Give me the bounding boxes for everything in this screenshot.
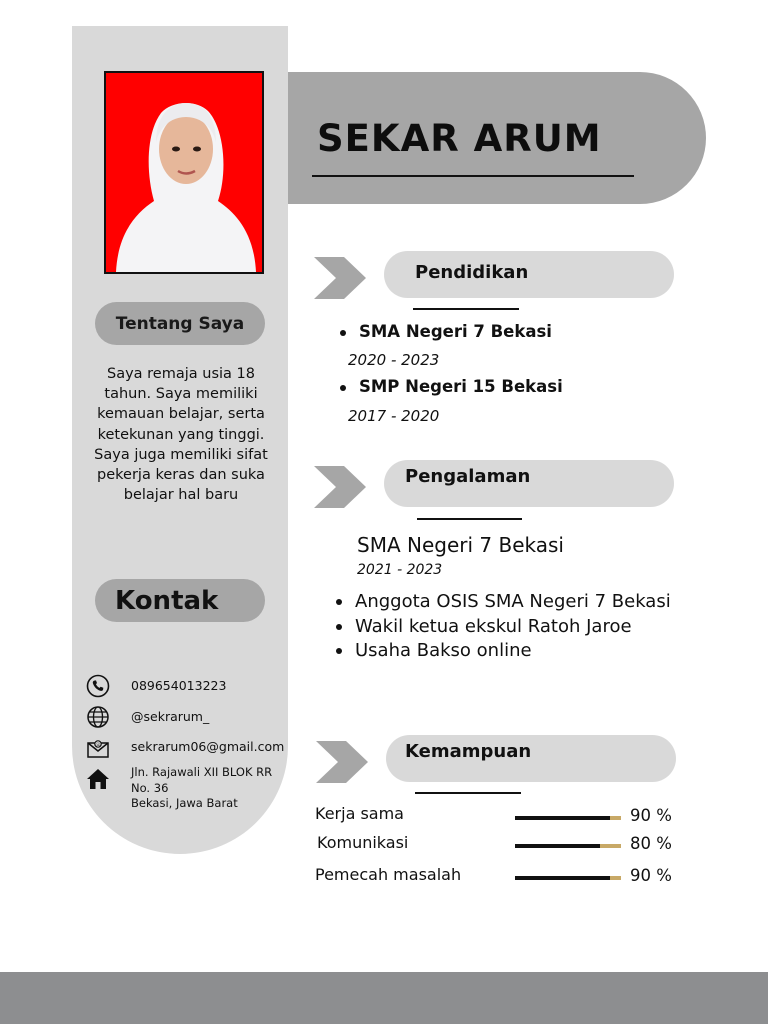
about-line: Saya juga memiliki sifat <box>94 446 268 463</box>
experience-item-text: Wakil ketua ekskul Ratoh Jaroe <box>355 616 632 637</box>
chevron-right-icon <box>314 257 366 299</box>
skill-percent: 90 % <box>630 806 672 825</box>
education-item <box>340 377 563 396</box>
experience-heading: Pengalaman <box>405 466 531 487</box>
svg-text:@: @ <box>95 742 101 748</box>
home-icon <box>86 767 110 791</box>
experience-item-text: Anggota OSIS SMA Negeri 7 Bekasi <box>355 591 671 612</box>
bullet <box>340 330 346 336</box>
about-line: kemauan belajar, serta <box>97 406 265 423</box>
education-heading: Pendidikan <box>415 262 529 283</box>
address-line: No. 36 <box>131 780 169 795</box>
profile-photo <box>104 71 264 274</box>
about-line: Saya remaja usia 18 <box>107 366 255 382</box>
chevron-right-icon <box>314 466 366 508</box>
skill-label: Komunikasi <box>317 833 409 852</box>
address-line: Bekasi, Jawa Barat <box>131 796 238 810</box>
skill-percent: 90 % <box>630 866 672 885</box>
bullet <box>340 385 346 391</box>
experience-item <box>336 616 632 637</box>
experience-item <box>336 591 671 612</box>
about-line: tahun. Saya memiliki <box>104 386 258 403</box>
experience-item-text: Usaha Bakso online <box>355 640 532 661</box>
skill-bar-fill <box>515 876 610 880</box>
email-address[interactable]: sekrarum06@gmail.com <box>131 739 285 754</box>
bullet <box>336 624 342 630</box>
section-underline <box>415 792 521 794</box>
mail-icon <box>86 736 110 760</box>
skill-percent: 80 % <box>630 834 672 853</box>
section-underline <box>413 308 519 310</box>
social-handle[interactable]: @sekrarum_ <box>131 709 210 724</box>
address <box>131 765 281 812</box>
contact-heading-pill <box>95 579 265 622</box>
education-item <box>340 322 552 341</box>
education-school: SMP Negeri 15 Bekasi <box>359 377 563 396</box>
skill-bar <box>515 876 621 880</box>
about-heading-pill <box>95 302 265 345</box>
skill-bar <box>515 844 621 848</box>
skill-bar <box>515 816 621 820</box>
skills-heading: Kemampuan <box>405 741 532 762</box>
skill-label: Pemecah masalah <box>315 865 462 884</box>
about-line: pekerja keras dan suka <box>97 467 265 484</box>
address-line: Jln. Rajawali XII BLOK RR <box>131 765 273 779</box>
bullet <box>336 648 342 654</box>
experience-years: 2021 - 2023 <box>357 562 443 578</box>
skill-label: Kerja sama <box>315 804 404 823</box>
phone-icon <box>86 674 110 698</box>
section-underline <box>417 518 522 520</box>
phone-number[interactable]: 089654013223 <box>131 678 227 693</box>
bullet <box>336 599 342 605</box>
skill-bar-fill <box>515 816 610 820</box>
education-years: 2017 - 2020 <box>348 407 440 425</box>
contact-heading: Kontak <box>115 585 219 616</box>
globe-icon <box>86 705 110 729</box>
name-underline <box>312 175 634 177</box>
about-heading: Tentang Saya <box>115 313 245 334</box>
about-text <box>88 364 274 505</box>
footer-band <box>0 972 768 1024</box>
experience-item <box>336 640 532 661</box>
experience-org: SMA Negeri 7 Bekasi <box>357 533 564 557</box>
education-years: 2020 - 2023 <box>348 351 440 369</box>
about-line: ketekunan yang tinggi. <box>97 426 265 443</box>
chevron-right-icon <box>316 741 368 783</box>
skill-bar-fill <box>515 844 600 848</box>
education-school: SMA Negeri 7 Bekasi <box>359 322 552 341</box>
full-name: SEKAR ARUM <box>317 117 602 160</box>
about-line: belajar hal baru <box>123 487 239 504</box>
